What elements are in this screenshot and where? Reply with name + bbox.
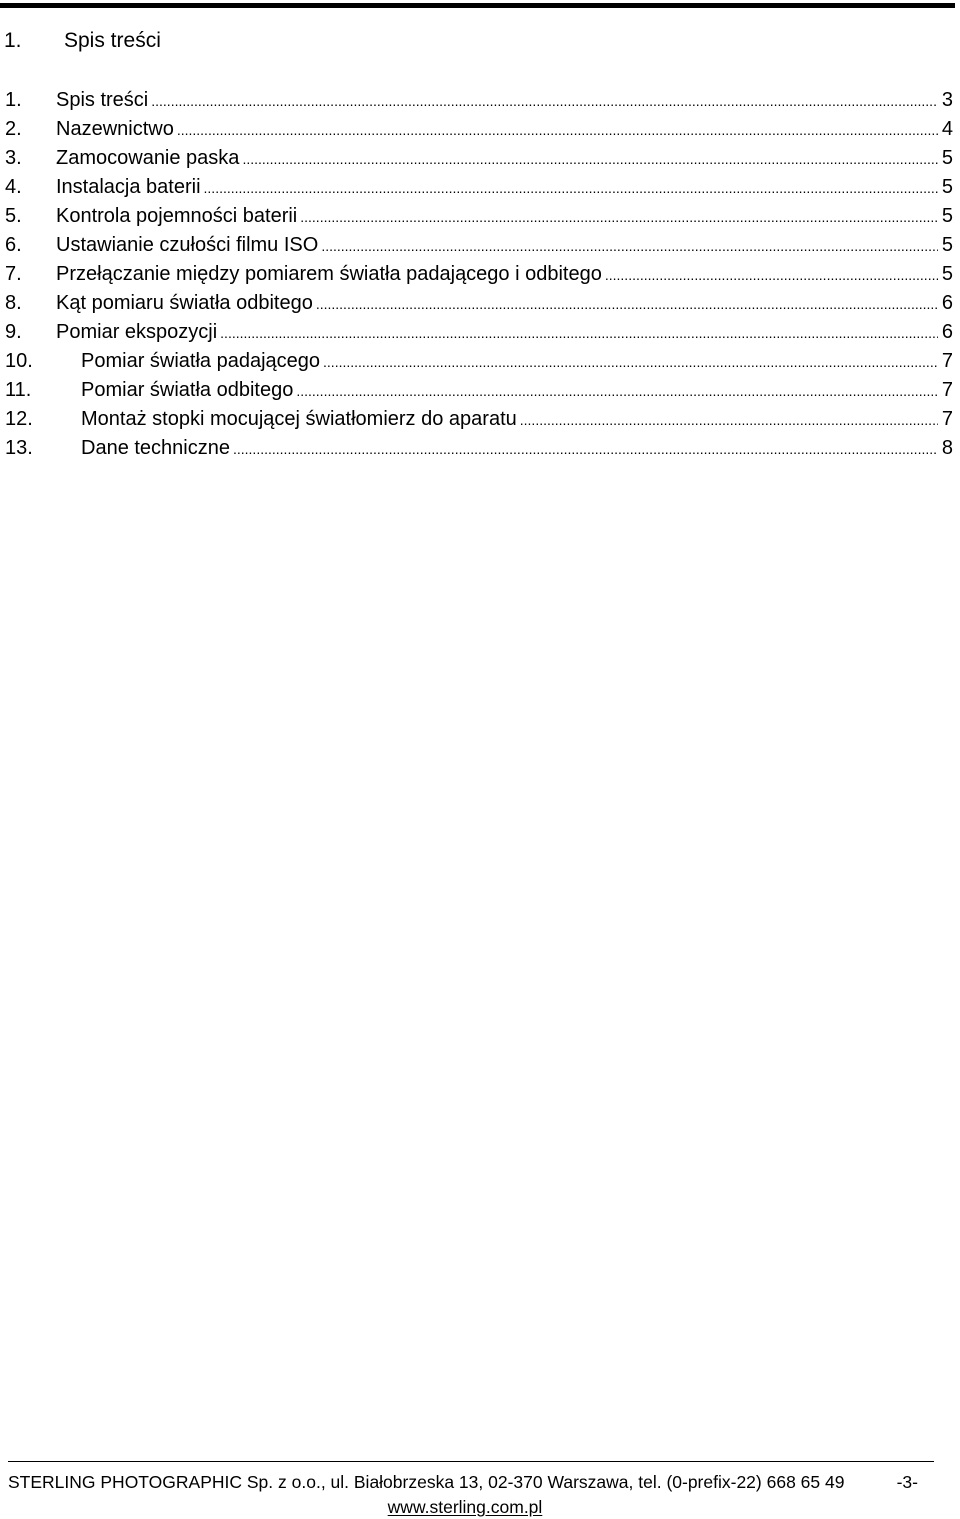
- toc-entry[interactable]: [5, 174, 960, 203]
- toc-entry[interactable]: [5, 203, 960, 232]
- toc-dot-leader: [520, 407, 938, 433]
- footer-url-container: [0, 1496, 926, 1518]
- toc-entry-number: 2.: [5, 118, 22, 140]
- toc-entry-number: 10.: [5, 350, 33, 372]
- toc-entry-page[interactable]: 5: [941, 263, 953, 285]
- toc-entry-title[interactable]: Pomiar światła padającego: [81, 350, 321, 372]
- toc-entry[interactable]: [5, 348, 960, 377]
- toc-entry[interactable]: [5, 435, 960, 464]
- toc-dot-leader: [177, 117, 938, 143]
- toc-entry-title[interactable]: Zamocowanie paska: [56, 147, 240, 169]
- toc-entry-page[interactable]: 5: [941, 234, 953, 256]
- footer-rule: [8, 1461, 934, 1462]
- toc-entry[interactable]: [5, 406, 960, 435]
- toc-entry-page[interactable]: 3: [941, 89, 953, 111]
- toc-dot-leader: [204, 175, 938, 201]
- toc-entry-number: 9.: [5, 321, 22, 343]
- toc-entry-page[interactable]: 7: [941, 379, 953, 401]
- toc-entry-title[interactable]: Przełączanie między pomiarem światła padającego i odbitego: [56, 263, 602, 285]
- toc-entry-title[interactable]: Spis treści: [56, 89, 149, 111]
- toc-entry-page[interactable]: 6: [941, 321, 953, 343]
- toc-entry-page[interactable]: 5: [941, 205, 953, 227]
- footer-page-number: -3-: [896, 1472, 918, 1492]
- toc-entry-number: 7.: [5, 263, 22, 285]
- toc-entry-number: 13.: [5, 437, 33, 459]
- toc-entry-title[interactable]: Instalacja baterii: [56, 176, 201, 198]
- toc-entry-number: 5.: [5, 205, 22, 227]
- toc-dot-leader: [605, 262, 938, 288]
- toc-dot-leader: [151, 88, 938, 114]
- toc-entry-page[interactable]: 5: [941, 176, 953, 198]
- toc-dot-leader: [316, 291, 938, 317]
- toc-entry[interactable]: [5, 261, 960, 290]
- toc-dot-leader: [233, 436, 938, 462]
- toc-entry[interactable]: [5, 87, 960, 116]
- toc-entry-title[interactable]: Montaż stopki mocującej światłomierz do aparatu: [81, 408, 517, 430]
- toc-entry-page[interactable]: 5: [941, 147, 953, 169]
- toc-entry-page[interactable]: 6: [941, 292, 953, 314]
- toc-entry[interactable]: [5, 290, 960, 319]
- toc-dot-leader: [300, 204, 938, 230]
- toc-entry-page[interactable]: 7: [941, 350, 953, 372]
- footer: [8, 1471, 918, 1493]
- toc-entry-page[interactable]: 4: [941, 118, 953, 140]
- top-rule: [0, 3, 955, 8]
- toc-entry-title[interactable]: Pomiar światła odbitego: [81, 379, 294, 401]
- toc-entry-title[interactable]: Dane techniczne: [81, 437, 230, 459]
- section-heading-number: 1.: [4, 29, 22, 52]
- toc-entry-title[interactable]: Kontrola pojemności baterii: [56, 205, 298, 227]
- section-heading-title: Spis treści: [64, 29, 161, 52]
- toc-entry-number: 11.: [5, 379, 32, 401]
- toc-dot-leader: [321, 233, 938, 259]
- toc-dot-leader: [296, 378, 938, 404]
- toc-entry[interactable]: [5, 232, 960, 261]
- toc-entry-number: 4.: [5, 176, 22, 198]
- toc-entry[interactable]: [5, 319, 960, 348]
- toc-entry-title[interactable]: Pomiar ekspozycji: [56, 321, 218, 343]
- toc-entry[interactable]: [5, 116, 960, 145]
- toc-dot-leader: [220, 320, 938, 346]
- footer-company-info: STERLING PHOTOGRAPHIC Sp. z o.o., ul. Białobrzeska 13, 02-370 Warszawa, tel. (0-prefix-22) 668 65 49: [8, 1472, 845, 1492]
- toc-dot-leader: [242, 146, 938, 172]
- toc-dot-leader: [323, 349, 938, 375]
- footer-website-link[interactable]: www.sterling.com.pl: [387, 1497, 543, 1517]
- toc-entry-title[interactable]: Kąt pomiaru światła odbitego: [56, 292, 313, 314]
- section-heading: [4, 28, 161, 54]
- toc-entry[interactable]: [5, 145, 960, 174]
- toc-entry-number: 8.: [5, 292, 22, 314]
- toc-entry-number: 3.: [5, 147, 22, 169]
- toc-entry-number: 12.: [5, 408, 33, 430]
- toc-entry-page[interactable]: 8: [941, 437, 953, 459]
- toc-entry-title[interactable]: Nazewnictwo: [56, 118, 174, 140]
- toc-entry[interactable]: [5, 377, 960, 406]
- toc-entry-page[interactable]: 7: [941, 408, 953, 430]
- toc-entry-title[interactable]: Ustawianie czułości filmu ISO: [56, 234, 319, 256]
- toc-entry-number: 1.: [5, 89, 22, 111]
- toc-entry-number: 6.: [5, 234, 22, 256]
- table-of-contents: [5, 87, 960, 464]
